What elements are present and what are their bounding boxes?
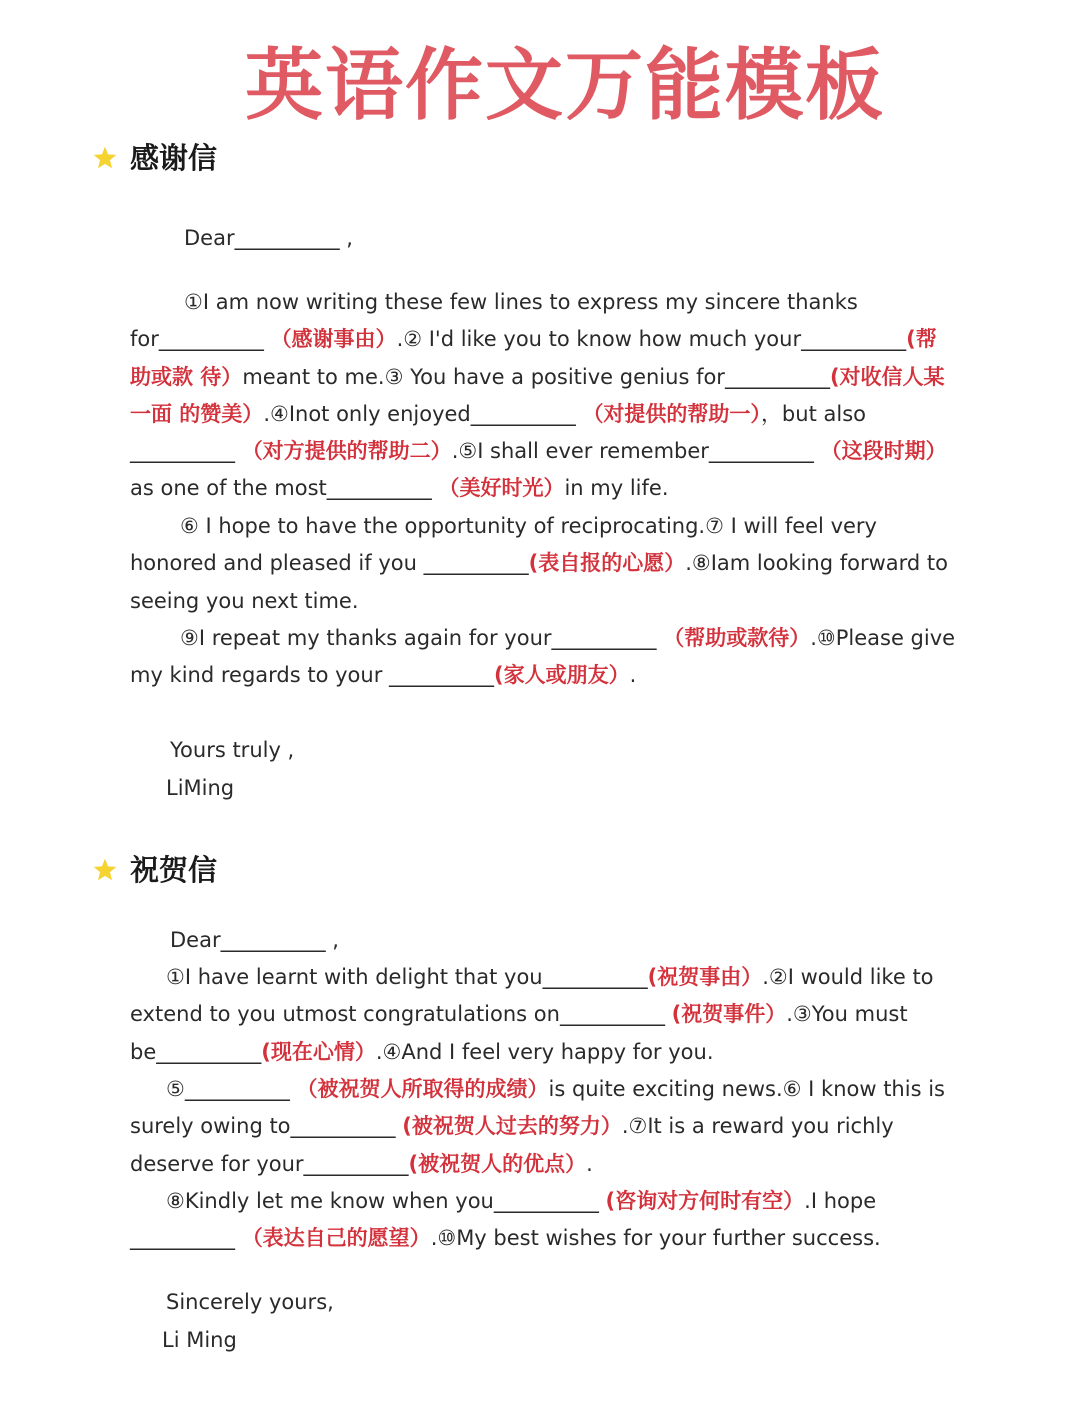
letter-line — [130, 659, 636, 691]
template-text: .I hope — [804, 1189, 877, 1213]
annotation-text: 助或款 待） — [130, 365, 243, 389]
annotation-text: （美好时光） — [438, 476, 565, 500]
section-heading-thank-you — [92, 138, 217, 178]
template-text: be__________ — [130, 1040, 262, 1064]
template-text: .⑩My best wishes for your further success. — [430, 1226, 881, 1250]
annotation-text: （对方提供的帮助二） — [241, 439, 452, 463]
letter-line — [180, 622, 955, 654]
template-text: extend to you utmost congratulations on__________ — [130, 1002, 672, 1026]
annotation-text: (祝贺事由） — [647, 965, 763, 989]
template-text: my kind regards to your __________ — [130, 663, 495, 687]
letter-line — [130, 398, 866, 430]
template-text: ①I am now writing these few lines to express my sincere thanks — [184, 290, 858, 314]
template-text: ①I have learnt with delight that you__________ — [166, 965, 648, 989]
template-text: LiMing — [166, 776, 235, 800]
letter-line — [180, 510, 877, 542]
annotation-text: (帮 — [906, 327, 937, 351]
annotation-text: （这段时期） — [820, 439, 947, 463]
template-text: Li Ming — [162, 1328, 237, 1352]
letter-line — [130, 1036, 714, 1068]
section-heading-label: 感谢信 — [130, 141, 218, 175]
annotation-text: (现在心情） — [261, 1040, 376, 1064]
section-heading-congratulation — [92, 850, 217, 890]
template-text: ，but also — [760, 402, 866, 426]
template-text: seeing you next time. — [130, 589, 359, 613]
letter-line — [130, 323, 937, 355]
letter-line — [130, 1148, 593, 1180]
template-text: for__________ — [130, 327, 271, 351]
template-text: .⑤I shall ever remember__________ — [451, 439, 821, 463]
template-text: . — [629, 663, 637, 687]
annotation-text: （对提供的帮助一） — [582, 402, 761, 426]
annotation-text: (咨询对方何时有空） — [605, 1189, 805, 1213]
template-text: Sincerely yours, — [166, 1290, 334, 1314]
template-text: .③You must — [786, 1002, 908, 1026]
annotation-text: （被祝贺人所取得的成绩） — [296, 1077, 549, 1101]
template-text: in my life. — [564, 476, 669, 500]
annotation-text: (被祝贺人过去的努力） — [402, 1114, 622, 1138]
section-heading-label: 祝贺信 — [130, 853, 218, 887]
template-text: surely owing to__________ — [130, 1114, 403, 1138]
page-title: 英语作文万能模板 — [244, 40, 885, 131]
annotation-text: (祝贺事件） — [671, 1002, 787, 1026]
letter-line — [130, 361, 945, 393]
template-text: .⑩Please give — [810, 626, 956, 650]
letter-line — [170, 924, 339, 956]
annotation-text: (对收信人某 — [829, 365, 945, 389]
template-text: Yours truly , — [170, 738, 295, 762]
letter-line — [166, 1286, 334, 1318]
template-text: .②I would like to — [762, 965, 934, 989]
template-text: deserve for your__________ — [130, 1152, 409, 1176]
letter-line — [166, 961, 934, 993]
annotation-text: （表达自己的愿望） — [241, 1226, 431, 1250]
template-text: ⑧Kindly let me know when you__________ — [166, 1189, 606, 1213]
annotation-text: 一面 的赞美） — [130, 402, 264, 426]
annotation-text: (被祝贺人的优点） — [408, 1152, 587, 1176]
letter-line — [130, 1110, 894, 1142]
template-text: meant to me.③ You have a positive genius for__________ — [242, 365, 830, 389]
template-text: ⑥ I hope to have the opportunity of reciprocating.⑦ I will feel very — [180, 514, 877, 538]
template-text: .④And I feel very happy for you. — [375, 1040, 714, 1064]
template-text: .⑧Iam looking forward to — [685, 551, 949, 575]
letter-line — [166, 1073, 945, 1105]
annotation-text: (家人或朋友） — [494, 663, 630, 687]
annotation-text: （帮助或款待） — [663, 626, 811, 650]
template-text: __________ — [130, 1226, 242, 1250]
letter-line — [184, 222, 353, 254]
template-text: .⑦It is a reward you richly — [621, 1114, 894, 1138]
letter-line — [162, 1324, 237, 1356]
letter-line — [130, 472, 669, 504]
letter-line — [130, 585, 359, 617]
star-icon — [92, 145, 118, 171]
letter-line — [184, 286, 858, 318]
letter-line — [130, 435, 947, 467]
template-text: as one of the most__________ — [130, 476, 439, 500]
template-text: . — [586, 1152, 593, 1176]
star-icon — [92, 857, 118, 883]
template-text: ⑨I repeat my thanks again for your__________ — [180, 626, 664, 650]
letter-line — [130, 1222, 881, 1254]
template-text: Dear__________ , — [170, 928, 339, 952]
template-text: __________ — [130, 439, 242, 463]
template-text: Dear__________ , — [184, 226, 353, 250]
letter-line — [130, 998, 908, 1030]
letter-line — [130, 547, 948, 579]
template-text: is quite exciting news.⑥ I know this is — [548, 1077, 945, 1101]
template-text: ⑤__________ — [166, 1077, 297, 1101]
annotation-text: （感谢事由） — [270, 327, 397, 351]
letter-line — [166, 1185, 876, 1217]
template-text: .④Inot only enjoyed__________ — [263, 402, 583, 426]
template-text: honored and pleased if you __________ — [130, 551, 529, 575]
template-text: .② I'd like you to know how much your__________ — [396, 327, 907, 351]
annotation-text: (表自报的心愿） — [528, 551, 686, 575]
letter-line — [166, 772, 234, 804]
letter-line — [170, 734, 294, 766]
